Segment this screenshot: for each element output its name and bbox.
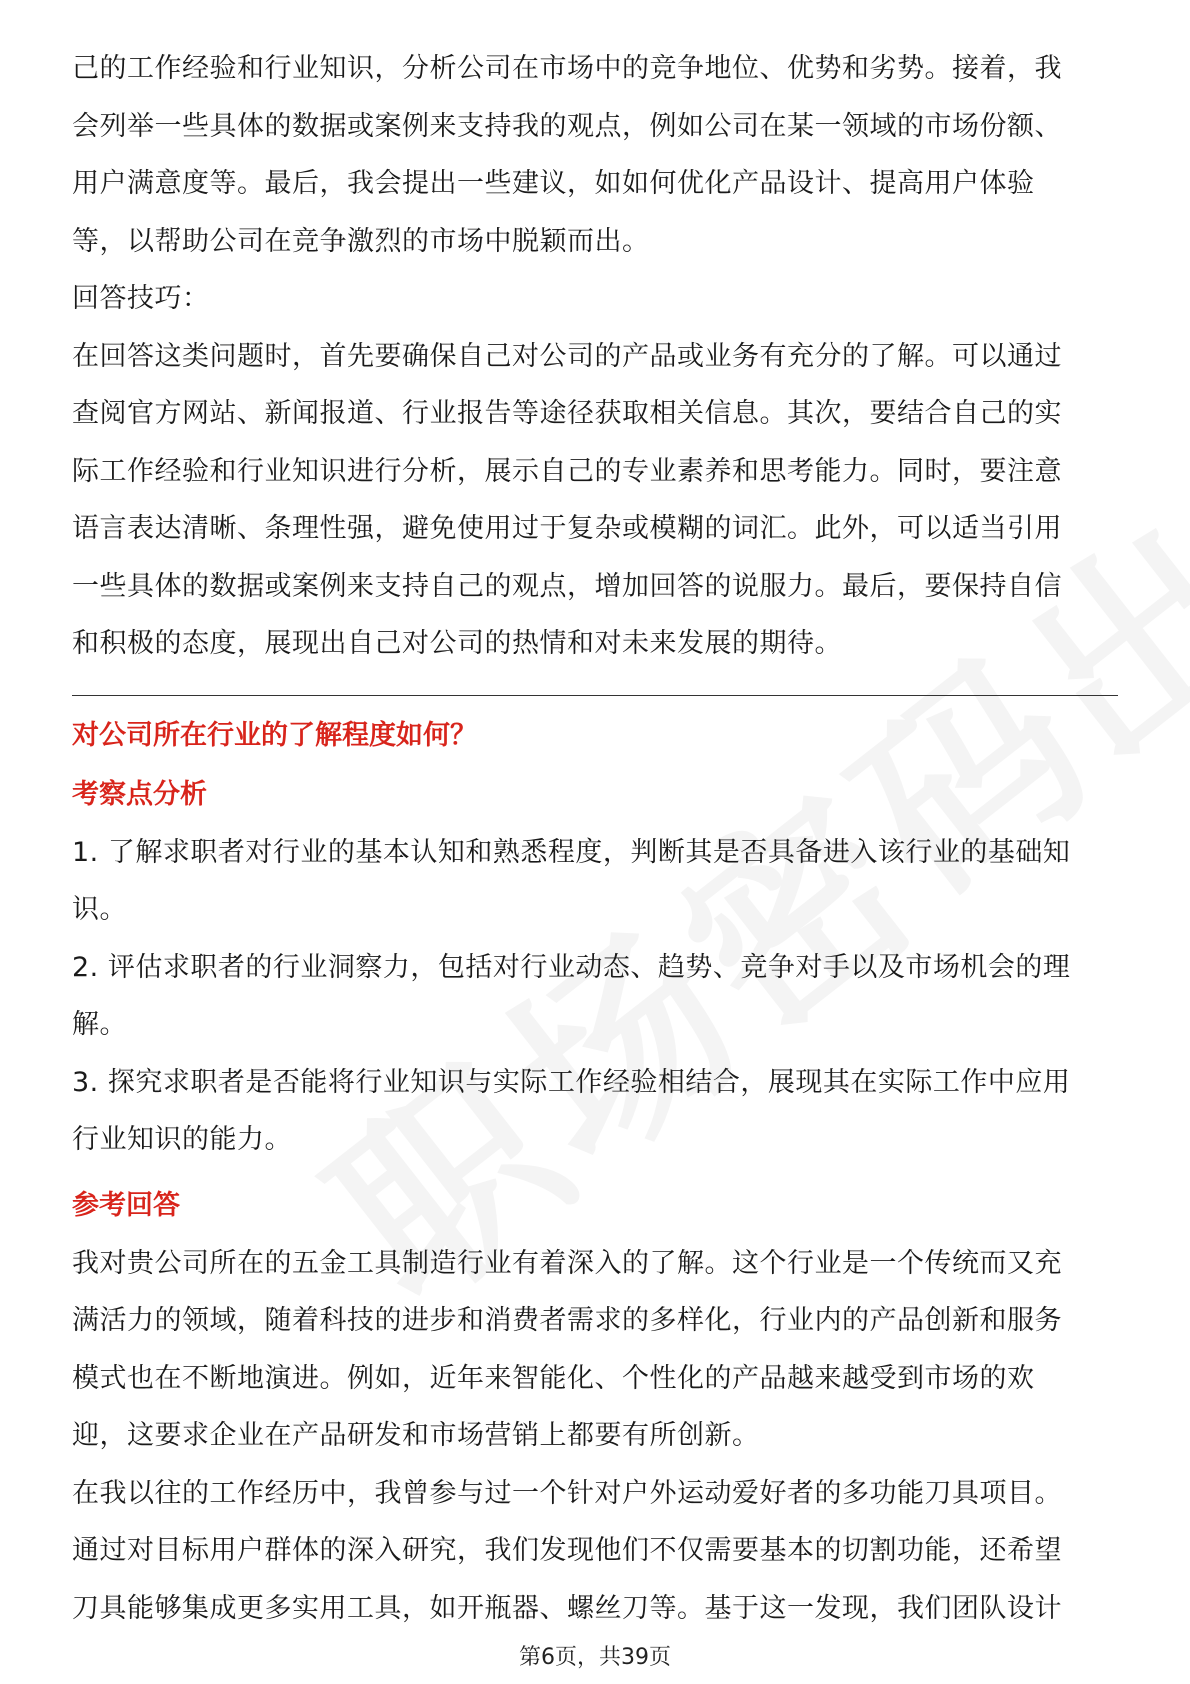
- question-heading: 对公司所在行业的了解程度如何？: [72, 719, 477, 751]
- reference-paragraph: [72, 1465, 1118, 1638]
- text-line: 查阅官方网站、新闻报道、行业报告等途径获取相关信息。其次，要结合自己的实: [72, 398, 1062, 429]
- text-line: 我对贵公司所在的五金工具制造行业有着深入的了解。这个行业是一个传统而又充: [72, 1247, 1062, 1279]
- page-footer: 第6页，共39页: [519, 1645, 671, 1670]
- text-line: 用户满意度等。最后，我会提出一些建议，如如何优化产品设计、提高用户体验: [72, 168, 1035, 199]
- text-line: 会列举一些具体的数据或案例来支持我的观点，例如公司在某一领域的市场份额、: [72, 110, 1062, 142]
- analysis-point: [72, 824, 1118, 939]
- text-line: 在回答这类问题时，首先要确保自己对公司的产品或业务有充分的了解。可以通过: [72, 340, 1062, 372]
- text-line: 3. 探究求职者是否能将行业知识与实际工作经验相结合，展现其在实际工作中应用: [72, 1066, 1071, 1098]
- text-line: 解。: [72, 1009, 127, 1040]
- document-page: [72, 40, 1118, 1637]
- section-divider: [72, 695, 1118, 696]
- analysis-list: [72, 824, 1118, 1169]
- reference-heading: 参考回答: [72, 1189, 180, 1221]
- text-line: 2. 评估求职者的行业洞察力，包括对行业动态、趋势、竞争对手以及市场机会的理: [72, 951, 1071, 983]
- text-line: 模式也在不断地演进。例如，近年来智能化、个性化的产品越来越受到市场的欢: [72, 1362, 1035, 1394]
- analysis-point: [72, 939, 1118, 1054]
- text-line: 识。: [72, 894, 127, 925]
- text-line: 刀具能够集成更多实用工具，如开瓶器、螺丝刀等。基于这一发现，我们团队设计: [72, 1592, 1062, 1624]
- text-line: 满活力的领域，随着科技的进步和消费者需求的多样化，行业内的产品创新和服务: [72, 1305, 1062, 1336]
- intro-paragraph: [72, 40, 1118, 270]
- text-line: 等，以帮助公司在竞争激烈的市场中脱颖而出。: [72, 225, 650, 257]
- text-line: 语言表达清晰、条理性强，避免使用过于复杂或模糊的词汇。此外，可以适当引用: [72, 513, 1062, 544]
- text-line: 通过对目标用户群体的深入研究，我们发现他们不仅需要基本的切割功能，还希望: [72, 1535, 1062, 1566]
- tips-label: 回答技巧：: [72, 283, 210, 314]
- text-line: 迎，这要求企业在产品研发和市场营销上都要有所创新。: [72, 1420, 760, 1451]
- text-line: 1. 了解求职者对行业的基本认知和熟悉程度，判断其是否具备进入该行业的基础知: [72, 836, 1071, 868]
- reference-answer: [72, 1235, 1118, 1638]
- tips-paragraph: [72, 328, 1118, 673]
- analysis-point: [72, 1054, 1118, 1169]
- text-line: 行业知识的能力。: [72, 1124, 292, 1155]
- text-line: 在我以往的工作经历中，我曾参与过一个针对户外运动爱好者的多功能刀具项目。: [72, 1477, 1062, 1509]
- text-line: 己的工作经验和行业知识，分析公司在市场中的竞争地位、优势和劣势。接着，我: [72, 53, 1062, 84]
- text-line: 际工作经验和行业知识进行分析，展示自己的专业素养和思考能力。同时，要注意: [72, 455, 1062, 487]
- text-line: 一些具体的数据或案例来支持自己的观点，增加回答的说服力。最后，要保持自信: [72, 570, 1062, 602]
- reference-paragraph: [72, 1235, 1118, 1465]
- analysis-heading: 考察点分析: [72, 778, 207, 810]
- text-line: 和积极的态度，展现出自己对公司的热情和对未来发展的期待。: [72, 628, 842, 659]
